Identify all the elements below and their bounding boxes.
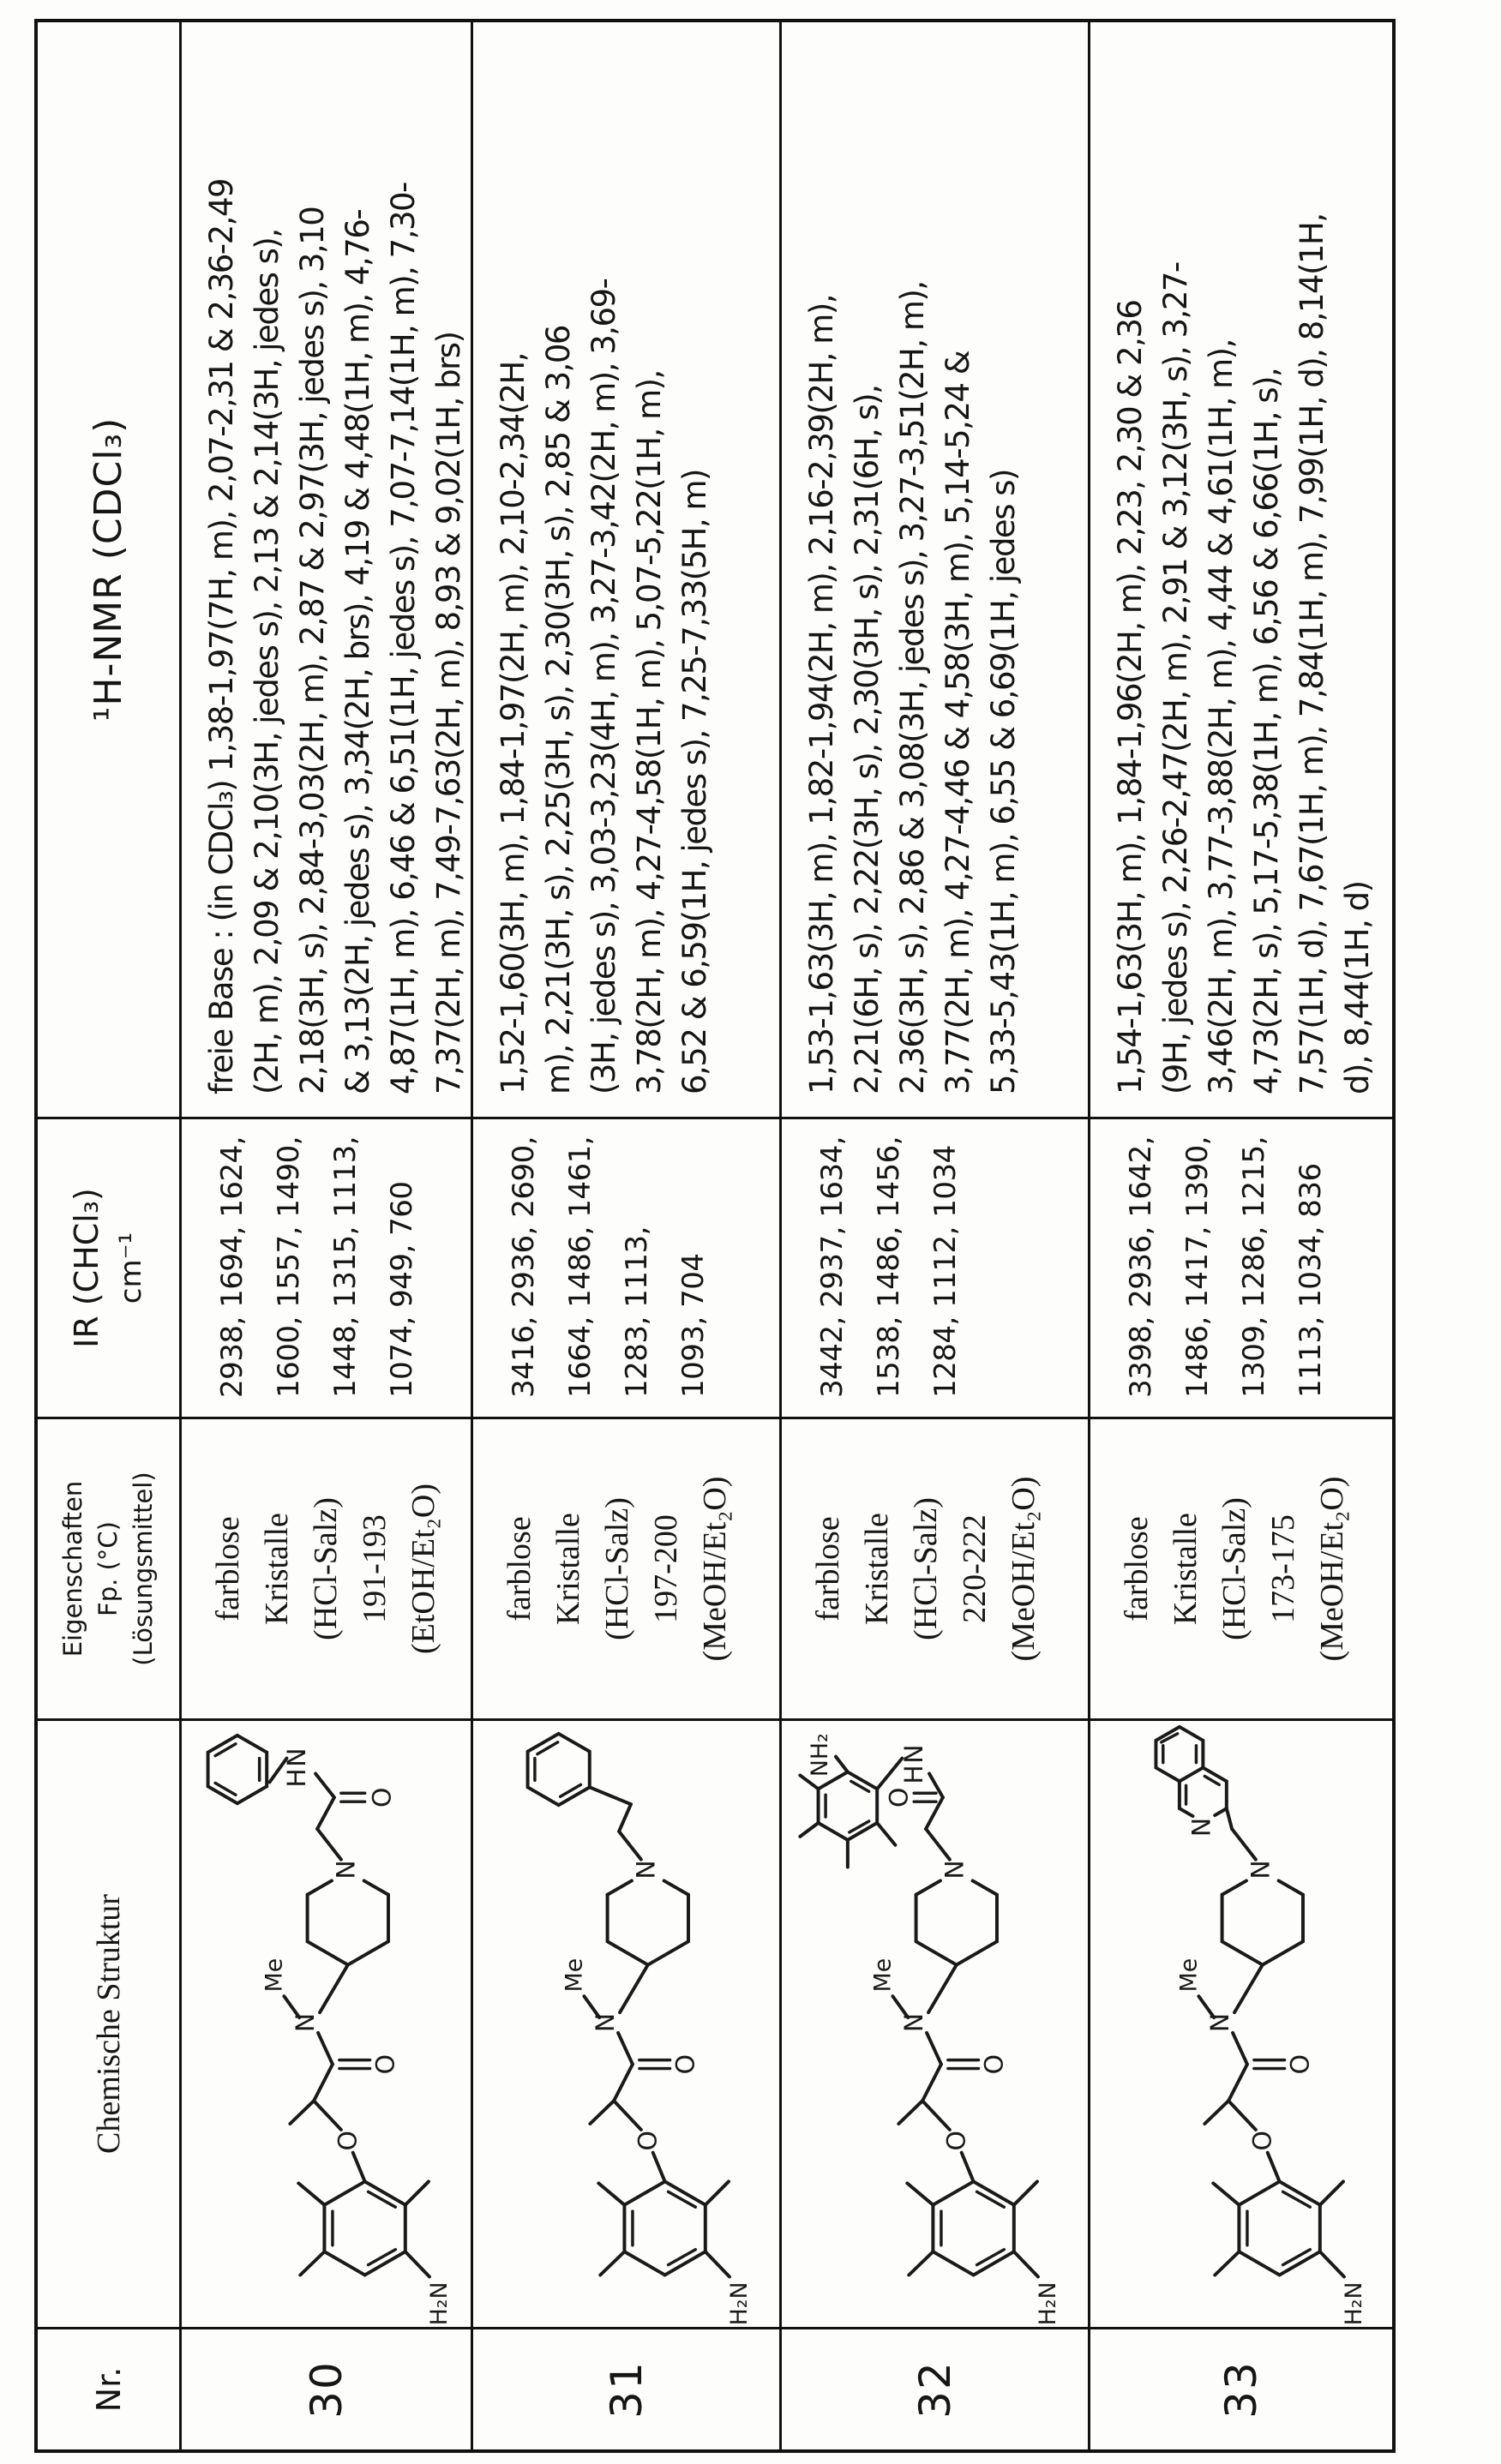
header-nr-label: Nr. — [89, 2366, 128, 2413]
row-32-nmr — [779, 22, 1088, 1119]
nmr-line: freie Base : (in CDCl₃) 1,38-1,97(7H, m), 2,07-2,31 & 2,36-2,49 — [203, 178, 240, 1094]
nmr-line: (9H, jedes s), 2,26-2,47(2H, m), 2,91 & 3,12(3H, s), 3,27- — [1157, 262, 1194, 1094]
ir-line: 1093, 704 — [676, 1253, 711, 1398]
eigenschaften-line: Kristalle — [550, 1513, 586, 1625]
tail-n-label: N — [898, 1745, 929, 1765]
header-eigenschaften — [38, 1419, 179, 1721]
row-30-ir — [179, 1119, 471, 1419]
h2n-label: H₂N — [425, 2281, 453, 2326]
amide-n-label: N — [898, 2013, 929, 2033]
nmr-line: 6,52 & 6,59(1H, jedes s), 7,25-7,33(5H, m) — [676, 470, 713, 1094]
header-eigenschaften-line3: (Lösungsmittel) — [129, 1472, 158, 1666]
me-label: Me — [868, 1958, 896, 1993]
me-label: Me — [1175, 1958, 1203, 1993]
benzene-ring — [298, 2182, 429, 2277]
ether-o-label: O — [333, 2131, 363, 2152]
nmr-line: & 3,13(2H, jedes s), 3,34(2H, brs), 4,19 & 4,48(1H, m), 4,76- — [339, 209, 376, 1094]
eigenschaften-line: farblose — [210, 1516, 246, 1622]
header-eigenschaften-line2: Fp. (°C) — [93, 1521, 123, 1616]
ir-line: 3416, 2936, 2690, — [507, 1136, 541, 1398]
benzene-ring — [1213, 2182, 1344, 2277]
ir-line: 1309, 1286, 1215, — [1237, 1136, 1271, 1398]
tail-o-label: O — [366, 1788, 397, 1808]
eigenschaften-line: (MeOH/Et₂O) — [697, 1476, 733, 1662]
row-33-eigenschaften — [1088, 1419, 1392, 1721]
row-30-nmr — [179, 22, 471, 1119]
eigenschaften-line: (HCl-Salz) — [908, 1497, 944, 1640]
eigenschaften-line: (HCl-Salz) — [599, 1497, 635, 1640]
header-nr — [38, 2329, 179, 2449]
nmr-line: d), 8,44(1H, d) — [1339, 881, 1376, 1094]
row-31-eigenschaften — [471, 1419, 779, 1721]
eigenschaften-line: (HCl-Salz) — [308, 1497, 344, 1640]
nmr-line: (2H, m), 2,09 & 2,10(3H, jedes s), 2,13 & 2,14(3H, jedes s), — [249, 229, 285, 1094]
nh2-label: NH₂ — [806, 1733, 833, 1778]
ir-line: 1113, 1034, 836 — [1294, 1163, 1328, 1398]
eigenschaften-line: (EtOH/Et₂O) — [405, 1484, 441, 1654]
tail-h-label: H — [898, 1765, 929, 1785]
ir-line: 1074, 949, 760 — [385, 1181, 419, 1398]
ether-o-label: O — [633, 2131, 663, 2152]
amide-n-label: N — [1205, 2013, 1236, 2033]
eigenschaften-line: farblose — [810, 1516, 846, 1622]
ether-o-label: O — [1247, 2131, 1278, 2152]
row-32-eigenschaften — [779, 1419, 1088, 1721]
row-33-ir — [1088, 1119, 1392, 1419]
piperidine-n-label: N — [940, 1860, 970, 1880]
ir-line: 1664, 1486, 1461, — [563, 1136, 597, 1398]
phenyl-ring — [527, 1734, 589, 1805]
nmr-line: 2,36(3H, s), 2,86 & 3,08(3H, jedes s), 3,27-3,51(2H, m), — [894, 281, 931, 1094]
eigenschaften-line: (MeOH/Et₂O) — [1314, 1476, 1350, 1662]
eigenschaften-line: 191-193 — [357, 1514, 393, 1623]
header-eigenschaften-line1: Eigenschaften — [58, 1480, 87, 1658]
ir-line: 1284, 1112, 1034 — [928, 1145, 963, 1398]
eigenschaften-line: 173-175 — [1265, 1514, 1301, 1623]
tail-h-label: H — [281, 1768, 312, 1789]
piperidine-ring — [307, 1881, 387, 1965]
benzene-ring — [598, 2182, 729, 2277]
piperidine-n-label: N — [631, 1860, 662, 1880]
piperidine-n-label: N — [1246, 1860, 1276, 1880]
eigenschaften-line: farblose — [1119, 1516, 1155, 1622]
ir-line: 3442, 2937, 1634, — [815, 1136, 850, 1398]
tail-o-label: O — [883, 1788, 914, 1808]
h2n-label: H₂N — [1034, 2281, 1061, 2326]
nmr-line: 4,87(1H, m), 6,46 & 6,51(1H, jedes s), 7,07-7,14(1H, m), 7,30- — [385, 183, 422, 1094]
nmr-line: 2,21(6H, s), 2,22(3H, s), 2,30(3H, s), 2,31(6H, s), — [849, 385, 886, 1094]
nmr-line: 3,46(2H, m), 3,77-3,88(2H, m), 4,44 & 4,61(1H, m), — [1203, 339, 1240, 1094]
phenyl-ring — [207, 1736, 267, 1803]
eigenschaften-line: (HCl-Salz) — [1216, 1497, 1252, 1640]
piperidine-ring — [916, 1881, 996, 1965]
eigenschaften-line: 220-222 — [957, 1514, 993, 1623]
piperidine-ring — [1222, 1881, 1303, 1965]
chemical-structure-33 — [1100, 1722, 1383, 2327]
nmr-line: 5,33-5,43(1H, m), 6,55 & 6,69(1H, jedes s) — [985, 470, 1022, 1094]
eigenschaften-line: (MeOH/Et₂O) — [1006, 1476, 1042, 1662]
eigenschaften-line: Kristalle — [859, 1513, 895, 1625]
nmr-line: m), 2,21(3H, s), 2,25(3H, s), 2,30(3H, s), 2,85 & 3,06 — [540, 326, 577, 1094]
row-31-number: 31 — [471, 2329, 779, 2449]
header-chemische-struktur — [38, 1721, 179, 2329]
header-ir-line1: IR (CHCl₃) — [67, 1188, 105, 1348]
eigenschaften-line: 197-200 — [648, 1514, 684, 1623]
nmr-line: 3,77(2H, m), 4,27-4,46 & 4,58(3H, m), 5,14-5,24 & — [940, 351, 976, 1094]
chemical-structure-31 — [485, 1722, 768, 2327]
row-30-structure-cell — [179, 1721, 471, 2329]
header-struktur-label: Chemische Struktur — [90, 1894, 127, 2154]
nmr-line: 1,53-1,63(3H, m), 1,82-1,94(2H, m), 2,16-2,39(2H, m), — [803, 294, 840, 1094]
row-33-structure-cell — [1088, 1721, 1392, 2329]
row-30-eigenschaften — [179, 1419, 471, 1721]
ir-line: 1600, 1557, 1490, — [272, 1136, 306, 1398]
chemical-structure-32 — [794, 1722, 1077, 2327]
row-32-number: 32 — [779, 2329, 1088, 2449]
carbonyl-o-label: O — [978, 2054, 1009, 2075]
row-31-structure-cell — [471, 1721, 779, 2329]
row-30-number: 30 — [179, 2329, 471, 2449]
eigenschaften-line: farblose — [501, 1516, 537, 1622]
nmr-line: 2,18(3H, s), 2,84-3,03(2H, m), 2,87 & 2,97(3H, jedes s), 3,10 — [294, 207, 331, 1094]
chemical-structure-30 — [185, 1722, 468, 2327]
ir-line: 1448, 1315, 1113, — [328, 1136, 363, 1398]
header-ir — [38, 1119, 179, 1419]
ir-line: 1486, 1417, 1390, — [1180, 1136, 1215, 1398]
me-label: Me — [560, 1958, 587, 1993]
quinoline-n-label: N — [1186, 1818, 1217, 1838]
piperidine-ring — [607, 1881, 687, 1965]
nmr-line: 3,78(2H, m), 4,27-4,58(1H, m), 5,07-5,22(1H, m), — [631, 370, 668, 1094]
h2n-label: H₂N — [725, 2281, 753, 2326]
header-nmr — [38, 22, 179, 1119]
ir-line: 1283, 1113, — [620, 1226, 654, 1398]
h2n-label: H₂N — [1340, 2281, 1367, 2326]
tail-n-label: N — [281, 1748, 312, 1768]
ir-line: 2938, 1694, 1624, — [215, 1136, 249, 1398]
header-nmr-label: ¹H-NMR (CDCl₃) — [87, 417, 130, 722]
amide-n-label: N — [290, 2013, 321, 2033]
quinoline-rings — [1156, 1727, 1226, 1816]
benzene-ring — [907, 2182, 1038, 2277]
row-32-ir — [779, 1119, 1088, 1419]
eigenschaften-line: Kristalle — [259, 1513, 295, 1625]
nmr-line: 7,37(2H, m), 7,49-7,63(2H, m), 8,93 & 9,02(1H, brs) — [430, 332, 467, 1094]
nmr-line: (3H, jedes s), 3,03-3,23(4H, m), 3,27-3,42(2H, m), 3,69- — [585, 279, 622, 1094]
piperidine-n-label: N — [331, 1860, 362, 1880]
ir-line: 3398, 2936, 1642, — [1124, 1136, 1158, 1398]
me-label: Me — [260, 1958, 287, 1993]
amide-n-label: N — [590, 2013, 621, 2033]
row-32-structure-cell — [779, 1721, 1088, 2329]
patent-data-table — [34, 19, 1396, 2453]
ether-o-label: O — [941, 2131, 972, 2152]
row-33-number: 33 — [1088, 2329, 1392, 2449]
row-31-nmr — [471, 22, 779, 1119]
nmr-line: 1,54-1,63(3H, m), 1,84-1,96(2H, m), 2,23, 2,30 & 2,36 — [1112, 300, 1149, 1094]
carbonyl-o-label: O — [1285, 2054, 1316, 2075]
eigenschaften-line: Kristalle — [1168, 1513, 1204, 1625]
header-ir-line2: cm⁻¹ — [113, 1232, 148, 1304]
ir-line: 1538, 1486, 1456, — [872, 1136, 906, 1398]
nmr-line: 1,52-1,60(3H, m), 1,84-1,97(2H, m), 2,10-2,34(2H, — [495, 352, 531, 1094]
nmr-line: 7,57(1H, d), 7,67(1H, m), 7,84(1H, m), 7,99(1H, d), 8,14(1H, — [1294, 213, 1330, 1094]
row-33-nmr — [1088, 22, 1392, 1119]
carbonyl-o-label: O — [669, 2054, 700, 2075]
nmr-line: 4,73(2H, s), 5,17-5,38(1H, m), 6,56 & 6,66(1H, s), — [1248, 368, 1285, 1094]
row-31-ir — [471, 1119, 779, 1419]
carbonyl-o-label: O — [369, 2054, 400, 2075]
